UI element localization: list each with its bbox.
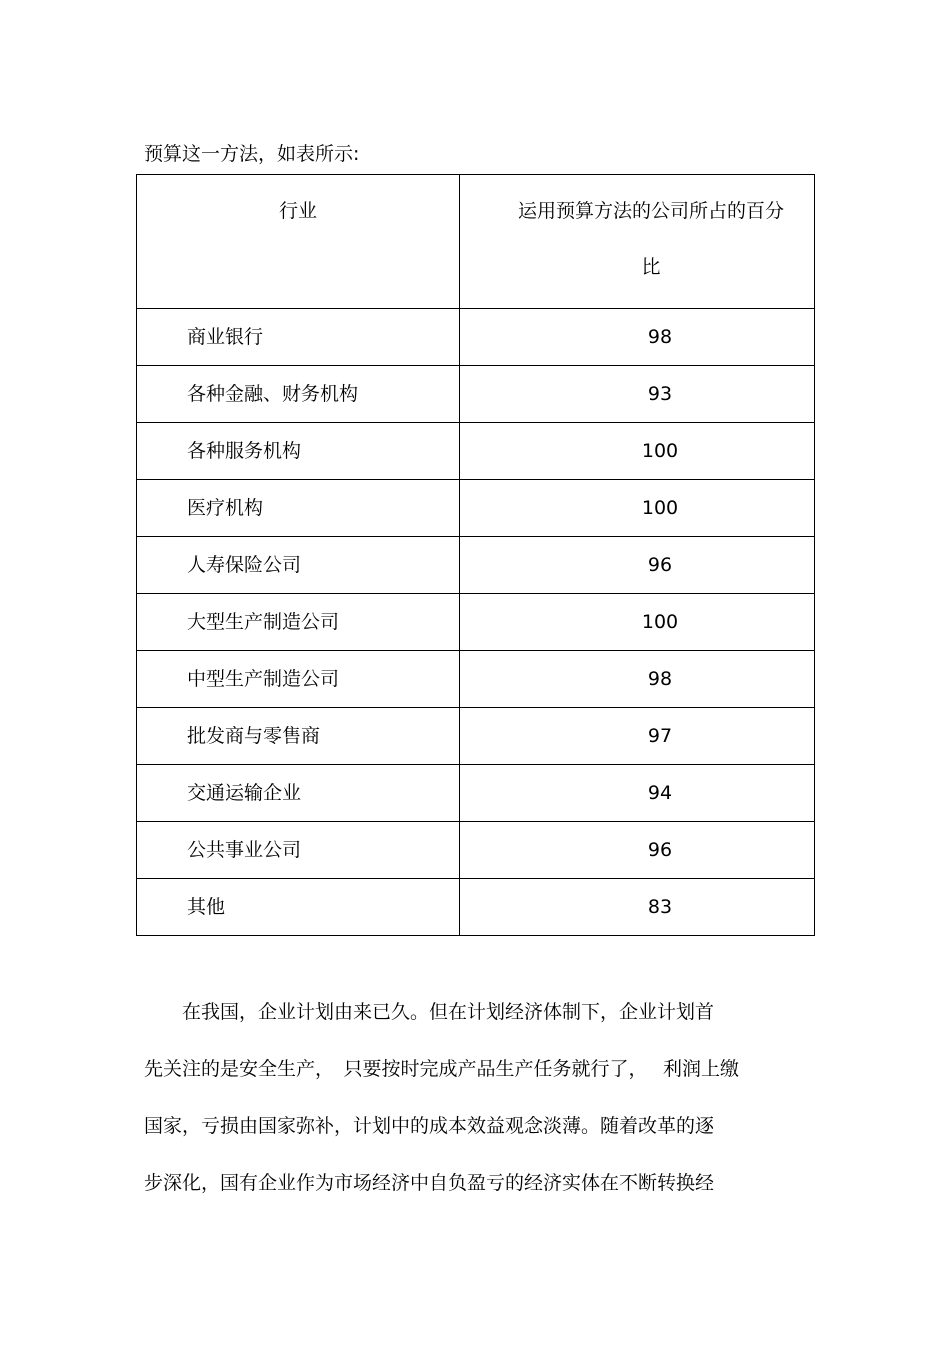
industry-cell: 交通运输企业 <box>137 765 460 822</box>
industry-cell: 中型生产制造公司 <box>137 651 460 708</box>
body-paragraph <box>144 984 804 1212</box>
table-row <box>137 423 815 480</box>
header-percent <box>460 175 815 309</box>
table-row <box>137 708 815 765</box>
percent-cell: 96 <box>460 822 815 879</box>
table-row <box>137 537 815 594</box>
industry-cell: 人寿保险公司 <box>137 537 460 594</box>
paragraph-line: 国家，亏损由国家弥补，计划中的成本效益观念淡薄。随着改革的逐 <box>144 1115 715 1137</box>
percent-cell: 100 <box>460 594 815 651</box>
table-row <box>137 765 815 822</box>
industry-cell: 批发商与零售商 <box>137 708 460 765</box>
header-industry: 行业 <box>137 175 460 309</box>
paragraph-line: 步深化，国有企业作为市场经济中自负盈亏的经济实体在不断转换经 <box>144 1172 715 1194</box>
percent-cell: 98 <box>460 651 815 708</box>
table-row <box>137 480 815 537</box>
percent-cell: 93 <box>460 366 815 423</box>
industry-cell: 医疗机构 <box>137 480 460 537</box>
percent-cell: 96 <box>460 537 815 594</box>
header-percent-label: 运用预算方法的公司所占的百分比 <box>517 200 784 278</box>
industry-cell: 其他 <box>137 879 460 936</box>
table-row <box>137 309 815 366</box>
percent-cell: 94 <box>460 765 815 822</box>
percent-cell: 98 <box>460 309 815 366</box>
table-row <box>137 366 815 423</box>
table-header-row <box>137 175 815 309</box>
paragraph-line: 在我国，企业计划由来已久。但在计划经济体制下，企业计划首 <box>144 1001 715 1023</box>
industry-cell: 商业银行 <box>137 309 460 366</box>
percent-cell: 97 <box>460 708 815 765</box>
paragraph-line: 先关注的是安全生产， 只要按时完成产品生产任务就行了， 利润上缴 <box>144 1058 740 1080</box>
percent-cell: 83 <box>460 879 815 936</box>
budget-usage-table <box>136 174 815 936</box>
industry-cell: 各种服务机构 <box>137 423 460 480</box>
intro-text: 预算这一方法，如表所示: <box>144 143 360 165</box>
percent-cell: 100 <box>460 480 815 537</box>
industry-cell: 大型生产制造公司 <box>137 594 460 651</box>
table-row <box>137 822 815 879</box>
table-row <box>137 594 815 651</box>
percent-cell: 100 <box>460 423 815 480</box>
table-row <box>137 879 815 936</box>
table-row <box>137 651 815 708</box>
industry-cell: 各种金融、财务机构 <box>137 366 460 423</box>
industry-cell: 公共事业公司 <box>137 822 460 879</box>
